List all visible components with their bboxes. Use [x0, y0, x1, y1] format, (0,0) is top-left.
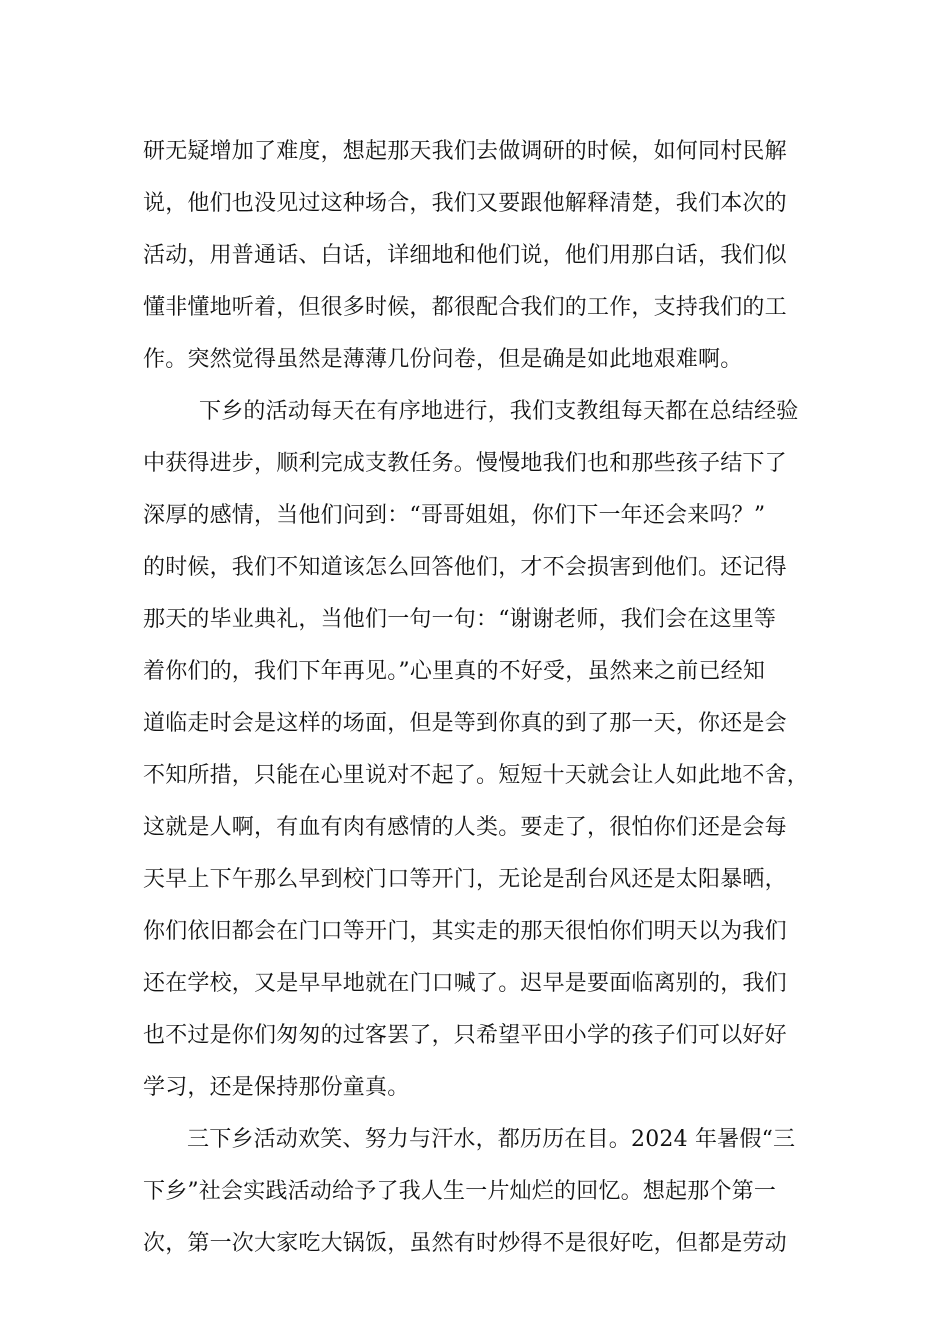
text-line: 道临走时会是这样的场面，但是等到你真的到了那一天，你还是会 — [143, 711, 787, 736]
paragraph-1 — [143, 126, 813, 386]
text-line: 活动，用普通话、白话，详细地和他们说，他们用那白话，我们似 — [143, 243, 787, 268]
text-line: 那天的毕业典礼，当他们一句一句：“谢谢老师，我们会在这里等 — [143, 607, 777, 632]
text-line: 作。突然觉得虽然是薄薄几份问卷，但是确是如此地艰难啊。 — [143, 347, 743, 372]
text-line: 说，他们也没见过这种场合，我们又要跟他解释清楚，我们本次的 — [143, 191, 787, 216]
text-line: 的时候，我们不知道该怎么回答他们，才不会损害到他们。还记得 — [143, 555, 787, 580]
text-line: 学习，还是保持那份童真。 — [143, 1075, 410, 1100]
text-line: 不知所措，只能在心里说对不起了。短短十天就会让人如此地不舍， — [143, 763, 810, 788]
text-line: 懂非懂地听着，但很多时候，都很配合我们的工作，支持我们的工 — [143, 295, 787, 320]
text-line: 着你们的，我们下年再见。”心里真的不好受，虽然来之前已经知 — [143, 659, 766, 684]
text-line: 也不过是你们匆匆的过客罢了，只希望平田小学的孩子们可以好好 — [143, 1023, 787, 1048]
text-line: 下乡的活动每天在有序地进行，我们支教组每天都在总结经验 — [199, 399, 799, 424]
text-line: 次，第一次大家吃大锅饭，虽然有时炒得不是很好吃，但都是劳动 — [143, 1231, 787, 1256]
paragraph-2 — [143, 386, 813, 1114]
text-line: 中获得进步，顺利完成支教任务。慢慢地我们也和那些孩子结下了 — [143, 451, 787, 476]
text-line: 天早上下午那么早到校门口等开门，无论是刮台风还是太阳暴晒， — [143, 867, 787, 892]
text-line: 深厚的感情，当他们问到：“哥哥姐姐，你们下一年还会来吗？” — [143, 503, 766, 528]
text-line: 你们依旧都会在门口等开门，其实走的那天很怕你们明天以为我们 — [143, 919, 787, 944]
text-line: 还在学校，又是早早地就在门口喊了。迟早是要面临离别的，我们 — [143, 971, 787, 996]
text-line: 三下乡活动欢笑、努力与汗水，都历历在目。2024 年暑假“三 — [187, 1127, 796, 1152]
text-line: 下乡”社会实践活动给予了我人生一片灿烂的回忆。想起那个第一 — [143, 1179, 777, 1204]
text-line: 这就是人啊，有血有肉有感情的人类。要走了，很怕你们还是会每 — [143, 815, 787, 840]
text-line: 研无疑增加了难度，想起那天我们去做调研的时候，如何同村民解 — [143, 139, 787, 164]
paragraph-3 — [143, 1114, 813, 1270]
document-body — [143, 126, 813, 1270]
